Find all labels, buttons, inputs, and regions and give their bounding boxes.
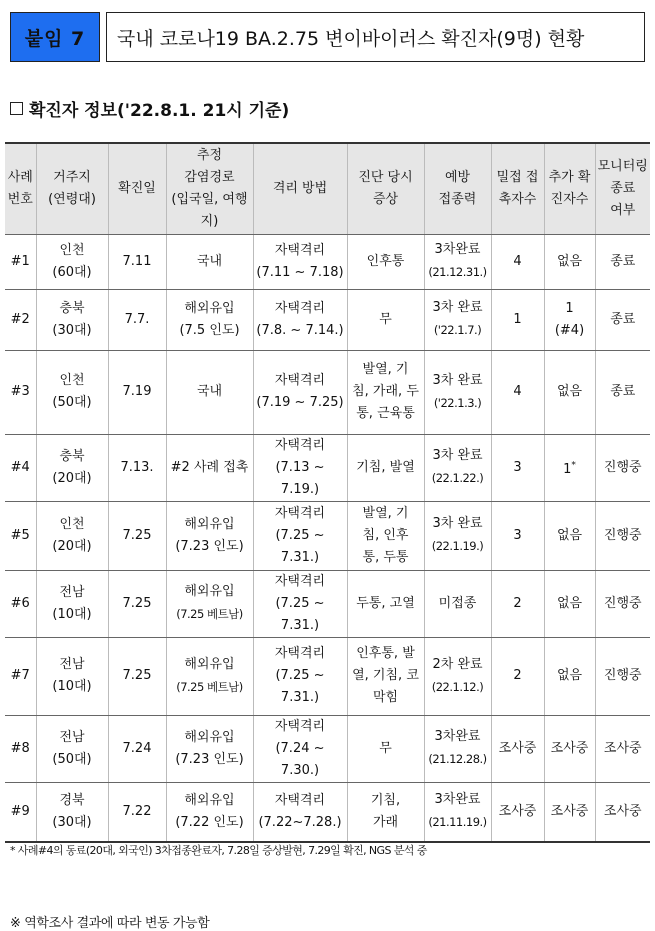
cell-close-contacts-line: 1	[513, 311, 522, 327]
cell-infection-route	[166, 434, 253, 501]
cell-infection-route-line: 해외유입	[184, 656, 235, 672]
cell-infection-route-line: 해외유입	[184, 729, 235, 745]
column-header-isolation	[253, 143, 347, 234]
cell-isolation-line: 자택격리	[274, 505, 326, 521]
cell-symptoms-line: 막힘	[372, 690, 399, 705]
cell-additional-cases-line: 조사중	[550, 803, 589, 819]
cell-confirm-date-line: 7.19	[122, 384, 152, 399]
cell-close-contacts-line: 2	[513, 595, 522, 611]
cell-additional-cases-line: 1	[565, 300, 574, 316]
column-header-residence-line: (연령대)	[48, 191, 96, 207]
cell-close-contacts	[491, 637, 544, 715]
cell-close-contacts	[491, 570, 544, 637]
cell-additional-cases-line: 없음	[556, 668, 583, 683]
cell-symptoms	[347, 570, 424, 637]
cell-vaccination-line: 3차완료	[434, 729, 481, 744]
cell-residence	[36, 570, 108, 637]
cell-residence-line: (10대)	[52, 679, 92, 694]
cell-case-no	[5, 234, 36, 289]
cell-isolation-line: (7.8. ~ 7.14.)	[256, 322, 344, 338]
cell-infection-route-line: 해외유입	[184, 516, 235, 532]
cell-isolation-line: 자택격리	[274, 646, 326, 661]
cell-monitoring	[595, 434, 650, 501]
cell-additional-cases-line: (#4)	[554, 322, 585, 338]
cell-monitoring	[595, 289, 650, 350]
cell-symptoms-line: 침, 가래, 두	[352, 384, 419, 399]
cell-vaccination-line: 3차 완료	[432, 372, 483, 388]
column-header-monitoring	[595, 143, 650, 234]
cell-isolation	[253, 289, 347, 350]
cell-symptoms	[347, 234, 424, 289]
cell-close-contacts	[491, 234, 544, 289]
cell-isolation-line: (7.25 ~ 7.31.)	[275, 668, 325, 705]
cell-confirm-date	[108, 289, 166, 350]
cell-vaccination-line: (22.1.12.)	[431, 679, 484, 694]
cell-monitoring-line: 진행중	[603, 668, 642, 683]
cell-additional-cases	[544, 782, 595, 842]
column-header-vaccination	[424, 143, 491, 234]
cell-vaccination	[424, 782, 491, 842]
column-header-additional-cases-line: 추가 확	[548, 169, 591, 185]
cell-symptoms-line: 두통, 고열	[356, 595, 415, 611]
cell-residence-line: 전남	[59, 657, 85, 672]
cell-symptoms	[347, 289, 424, 350]
cell-symptoms-line: 열, 기침, 코	[352, 668, 419, 683]
column-header-infection-route-line: 감염경로	[184, 169, 235, 185]
cell-close-contacts-line: 3	[513, 527, 522, 543]
cell-additional-cases	[544, 715, 595, 782]
cell-case-no-line: #7	[10, 668, 30, 683]
cell-confirm-date-line: 7.7.	[124, 311, 150, 327]
cell-confirm-date	[108, 715, 166, 782]
cell-monitoring	[595, 715, 650, 782]
cell-residence-line: 전남	[59, 584, 85, 600]
column-header-monitoring-line: 모니터링	[597, 158, 648, 174]
cell-isolation-line: 자택격리	[274, 573, 326, 589]
table-row	[5, 782, 650, 842]
cell-case-no-line: #1	[10, 253, 30, 269]
cell-monitoring	[595, 570, 650, 637]
table-row	[5, 570, 650, 637]
cell-vaccination	[424, 501, 491, 570]
column-header-vaccination-line: 예방	[444, 169, 471, 185]
cell-close-contacts-line: 4	[513, 384, 522, 399]
cell-vaccination-line: 3차 완료	[432, 300, 483, 315]
cell-isolation-line: 자택격리	[274, 718, 326, 734]
cell-isolation	[253, 782, 347, 842]
column-header-infection-route	[166, 143, 253, 234]
column-header-residence-line: 거주지	[53, 169, 91, 185]
cell-isolation-line: 자택격리	[274, 242, 326, 258]
column-header-close-contacts-line: 촉자수	[498, 191, 537, 207]
cell-infection-route	[166, 501, 253, 570]
cell-monitoring-line: 진행중	[603, 527, 642, 543]
cell-close-contacts-line: 조사중	[498, 740, 537, 756]
cell-symptoms	[347, 350, 424, 434]
column-header-symptoms	[347, 143, 424, 234]
cell-vaccination-line: ('22.1.7.)	[433, 323, 482, 337]
cell-vaccination-line: 2차 완료	[432, 656, 483, 672]
cell-vaccination-line: 3차 완료	[432, 516, 483, 531]
cell-additional-cases	[544, 637, 595, 715]
cell-symptoms-line: 인후통	[366, 253, 405, 269]
cell-residence	[36, 715, 108, 782]
cell-symptoms-line: 발열, 기	[362, 505, 409, 521]
cell-isolation-line: (7.22~7.28.)	[258, 814, 342, 830]
cell-isolation	[253, 570, 347, 637]
cell-additional-cases	[544, 289, 595, 350]
column-header-infection-route-line: 추정	[196, 147, 223, 163]
cell-symptoms	[347, 715, 424, 782]
cell-case-no	[5, 501, 36, 570]
cell-case-no-line: #9	[10, 803, 30, 819]
cell-symptoms	[347, 782, 424, 842]
cell-vaccination-line: ('22.1.3.)	[433, 395, 482, 410]
cell-vaccination-line: 3차 완료	[432, 448, 483, 463]
cell-residence-line: 충북	[59, 300, 85, 316]
cell-residence-line: (50대)	[52, 751, 92, 767]
cell-case-no	[5, 350, 36, 434]
cell-isolation-line: (7.13 ~ 7.19.)	[275, 459, 325, 497]
cell-infection-route-line: (7.25 베트남)	[176, 679, 243, 694]
cell-residence	[36, 637, 108, 715]
cell-vaccination	[424, 350, 491, 434]
cell-vaccination-line: (21.12.31.)	[428, 265, 487, 279]
cell-monitoring	[595, 350, 650, 434]
cell-close-contacts	[491, 289, 544, 350]
cell-isolation	[253, 434, 347, 501]
cell-isolation-line: (7.25 ~ 7.31.)	[275, 595, 325, 633]
cell-confirm-date-line: 7.11	[122, 253, 152, 269]
cell-vaccination	[424, 234, 491, 289]
cell-isolation-line: 자택격리	[274, 300, 326, 316]
cell-case-no-line: #3	[10, 384, 30, 399]
cell-isolation-line: 자택격리	[274, 437, 326, 453]
cell-monitoring-line: 종료	[610, 253, 636, 269]
column-header-confirm-date-line: 확진일	[118, 180, 156, 196]
cell-infection-route-line: (7.22 인도)	[175, 814, 244, 830]
cell-vaccination	[424, 289, 491, 350]
square-bullet-icon	[10, 102, 23, 115]
cell-residence-line: 인천	[59, 373, 85, 388]
column-header-additional-cases-line: 진자수	[550, 191, 589, 207]
table-row	[5, 501, 650, 570]
column-header-symptoms-line: 진단 당시	[358, 169, 413, 185]
cell-monitoring	[595, 637, 650, 715]
cell-close-contacts-line: 조사중	[498, 803, 537, 819]
table-row	[5, 350, 650, 434]
cell-symptoms-line: 침, 인후	[362, 527, 409, 543]
column-header-infection-route-line: (입국일, 여행	[171, 191, 248, 207]
cell-additional-cases-line: 1*	[563, 460, 576, 477]
cell-symptoms-line: 통, 근육통	[356, 406, 415, 421]
cell-additional-cases-line: 없음	[556, 253, 583, 269]
cell-monitoring	[595, 782, 650, 842]
cell-confirm-date	[108, 501, 166, 570]
cell-confirm-date	[108, 637, 166, 715]
cell-residence	[36, 234, 108, 289]
column-header-residence	[36, 143, 108, 234]
section-title: 확진자 정보('22.8.1. 21시 기준)	[29, 101, 290, 121]
cell-isolation-line: 자택격리	[274, 792, 326, 808]
cell-confirm-date	[108, 350, 166, 434]
cell-isolation-line: (7.11 ~ 7.18)	[256, 264, 344, 280]
cell-additional-cases	[544, 350, 595, 434]
cell-symptoms-line: 무	[379, 311, 392, 327]
cell-close-contacts-line: 3	[513, 459, 522, 475]
cell-monitoring-line: 조사중	[603, 740, 642, 756]
cell-confirm-date-line: 7.24	[122, 740, 152, 756]
cell-additional-cases-line: 없음	[556, 527, 583, 543]
column-header-case-no-line: 사례	[7, 169, 33, 185]
cell-residence-line: (60대)	[52, 264, 92, 280]
cell-infection-route	[166, 289, 253, 350]
cell-isolation	[253, 637, 347, 715]
cell-residence-line: 경북	[59, 792, 85, 808]
column-header-symptoms-line: 증상	[372, 191, 399, 207]
cell-isolation-line: (7.25 ~ 7.31.)	[275, 527, 325, 565]
cell-infection-route-line: 해외유입	[184, 792, 235, 808]
disclaimer-note: ※ 역학조사 결과에 따라 변동 가능함	[10, 916, 210, 931]
cell-isolation	[253, 501, 347, 570]
cell-symptoms-line: 가래	[372, 814, 399, 830]
cell-residence-line: (20대)	[52, 538, 92, 554]
cell-vaccination	[424, 715, 491, 782]
cell-residence-line: (10대)	[52, 606, 92, 622]
cell-additional-cases	[544, 234, 595, 289]
cell-residence-line: (30대)	[52, 814, 92, 830]
cell-infection-route	[166, 782, 253, 842]
cell-residence-line: 충북	[59, 448, 85, 464]
cell-additional-cases-line: 없음	[556, 595, 583, 611]
cell-infection-route-line: 국내	[196, 253, 223, 269]
cell-additional-cases	[544, 501, 595, 570]
cell-infection-route	[166, 350, 253, 434]
cell-isolation-line: (7.24 ~ 7.30.)	[275, 740, 325, 778]
cell-case-no-line: #6	[10, 595, 30, 611]
cell-infection-route-line: 해외유입	[184, 584, 235, 599]
cell-symptoms-line: 인후통, 발	[356, 646, 415, 661]
cell-symptoms-line: 기침,	[370, 792, 401, 808]
footnote: * 사례#4의 동료(20대, 외국인) 3차접종완료자, 7.28일 증상발현, 7.29일 확진, NGS 분석 중	[10, 844, 427, 857]
cell-isolation-line: (7.19 ~ 7.25)	[256, 395, 344, 410]
column-header-monitoring-line: 종료 여부	[610, 180, 636, 218]
cell-isolation	[253, 350, 347, 434]
column-header-case-no-line: 번호	[7, 191, 33, 207]
cell-vaccination-line: 3차완료	[434, 792, 481, 808]
page-title: 국내 코로나19 BA.2.75 변이바이러스 확진자(9명) 현황	[106, 12, 645, 62]
cell-infection-route-line: 해외유입	[184, 300, 235, 316]
cell-residence	[36, 782, 108, 842]
cell-infection-route-line: (7.23 인도)	[175, 751, 244, 767]
table-header-row	[5, 143, 650, 234]
cell-case-no-line: #5	[10, 527, 30, 543]
cell-additional-cases-line: 없음	[556, 384, 583, 399]
table-row	[5, 637, 650, 715]
cell-vaccination-line: (22.1.22.)	[431, 471, 484, 485]
cell-case-no	[5, 637, 36, 715]
cell-close-contacts	[491, 350, 544, 434]
cell-monitoring-line: 진행중	[603, 595, 642, 611]
cell-additional-cases	[544, 434, 595, 501]
column-header-infection-route-line: 지)	[200, 213, 219, 229]
cell-infection-route	[166, 715, 253, 782]
cell-case-no	[5, 289, 36, 350]
cell-infection-route-line: (7.5 인도)	[179, 322, 240, 338]
cell-infection-route	[166, 234, 253, 289]
cell-residence	[36, 350, 108, 434]
cell-confirm-date	[108, 570, 166, 637]
cell-symptoms-line: 기침, 발열	[356, 459, 415, 475]
cell-infection-route	[166, 637, 253, 715]
cell-case-no-line: #8	[10, 740, 30, 756]
cell-symptoms-line: 통, 두통	[362, 549, 409, 565]
cell-case-no	[5, 434, 36, 501]
cell-residence	[36, 434, 108, 501]
column-header-isolation-line: 격리 방법	[272, 180, 328, 196]
column-header-close-contacts-line: 밀접 접	[496, 169, 539, 185]
cell-close-contacts	[491, 501, 544, 570]
cell-close-contacts	[491, 715, 544, 782]
column-header-case-no	[5, 143, 36, 234]
table-row	[5, 289, 650, 350]
cell-confirm-date-line: 7.25	[122, 668, 152, 683]
cell-confirm-date	[108, 434, 166, 501]
cell-infection-route-line: (7.23 인도)	[175, 538, 244, 554]
cell-symptoms-line: 발열, 기	[362, 362, 409, 377]
cell-residence-line: 인천	[59, 242, 85, 258]
cell-case-no	[5, 570, 36, 637]
cell-infection-route-line: #2 사례 접촉	[170, 459, 249, 475]
cell-monitoring-line: 종료	[610, 384, 636, 399]
table-row	[5, 434, 650, 501]
cell-vaccination-line: (22.1.19.)	[431, 539, 484, 553]
cell-symptoms	[347, 434, 424, 501]
cell-residence-line: 인천	[59, 516, 85, 532]
cell-residence-line: (30대)	[52, 322, 92, 338]
cell-confirm-date-line: 7.25	[122, 595, 152, 611]
cell-vaccination-line: 3차완료	[434, 242, 481, 257]
cell-vaccination-line: (21.11.19.)	[428, 815, 487, 830]
cell-monitoring	[595, 234, 650, 289]
cell-close-contacts	[491, 782, 544, 842]
section-heading	[10, 96, 289, 121]
cell-case-no-line: #2	[10, 311, 30, 327]
cell-case-no	[5, 715, 36, 782]
column-header-vaccination-line: 접종력	[438, 191, 477, 207]
column-header-close-contacts	[491, 143, 544, 234]
cell-confirm-date	[108, 782, 166, 842]
cell-case-no-line: #4	[10, 459, 30, 475]
cell-monitoring	[595, 501, 650, 570]
cell-infection-route	[166, 570, 253, 637]
cell-additional-cases-line: 조사중	[550, 740, 589, 756]
cell-additional-cases	[544, 570, 595, 637]
cell-isolation	[253, 715, 347, 782]
cell-residence	[36, 501, 108, 570]
cell-vaccination	[424, 637, 491, 715]
cell-residence-line: (20대)	[52, 470, 92, 486]
cell-infection-route-line: (7.25 베트남)	[176, 607, 243, 621]
cell-residence-line: 전남	[59, 729, 85, 745]
column-header-confirm-date	[108, 143, 166, 234]
cell-case-no	[5, 782, 36, 842]
cell-confirm-date-line: 7.13.	[120, 459, 154, 475]
cell-monitoring-line: 종료	[610, 311, 636, 327]
cell-isolation-line: 자택격리	[274, 373, 326, 388]
cell-vaccination	[424, 434, 491, 501]
cell-symptoms	[347, 501, 424, 570]
cell-vaccination	[424, 570, 491, 637]
table-row	[5, 234, 650, 289]
cell-confirm-date-line: 7.25	[122, 527, 152, 543]
column-header-additional-cases	[544, 143, 595, 234]
cell-residence-line: (50대)	[52, 395, 92, 410]
cell-monitoring-line: 조사중	[603, 803, 642, 819]
cell-close-contacts	[491, 434, 544, 501]
cases-table	[5, 142, 650, 843]
cell-infection-route-line: 국내	[196, 384, 223, 399]
cell-isolation	[253, 234, 347, 289]
cell-monitoring-line: 진행중	[603, 459, 642, 475]
table-row	[5, 715, 650, 782]
cell-close-contacts-line: 2	[513, 668, 522, 683]
cell-vaccination-line: (21.12.28.)	[428, 752, 487, 766]
cell-close-contacts-line: 4	[513, 253, 522, 269]
cell-vaccination-line: 미접종	[438, 595, 477, 611]
cell-residence	[36, 289, 108, 350]
cell-symptoms-line: 무	[379, 740, 392, 756]
cell-confirm-date	[108, 234, 166, 289]
cell-symptoms	[347, 637, 424, 715]
attachment-badge: 붙임 7	[10, 12, 100, 62]
cell-confirm-date-line: 7.22	[122, 803, 152, 819]
